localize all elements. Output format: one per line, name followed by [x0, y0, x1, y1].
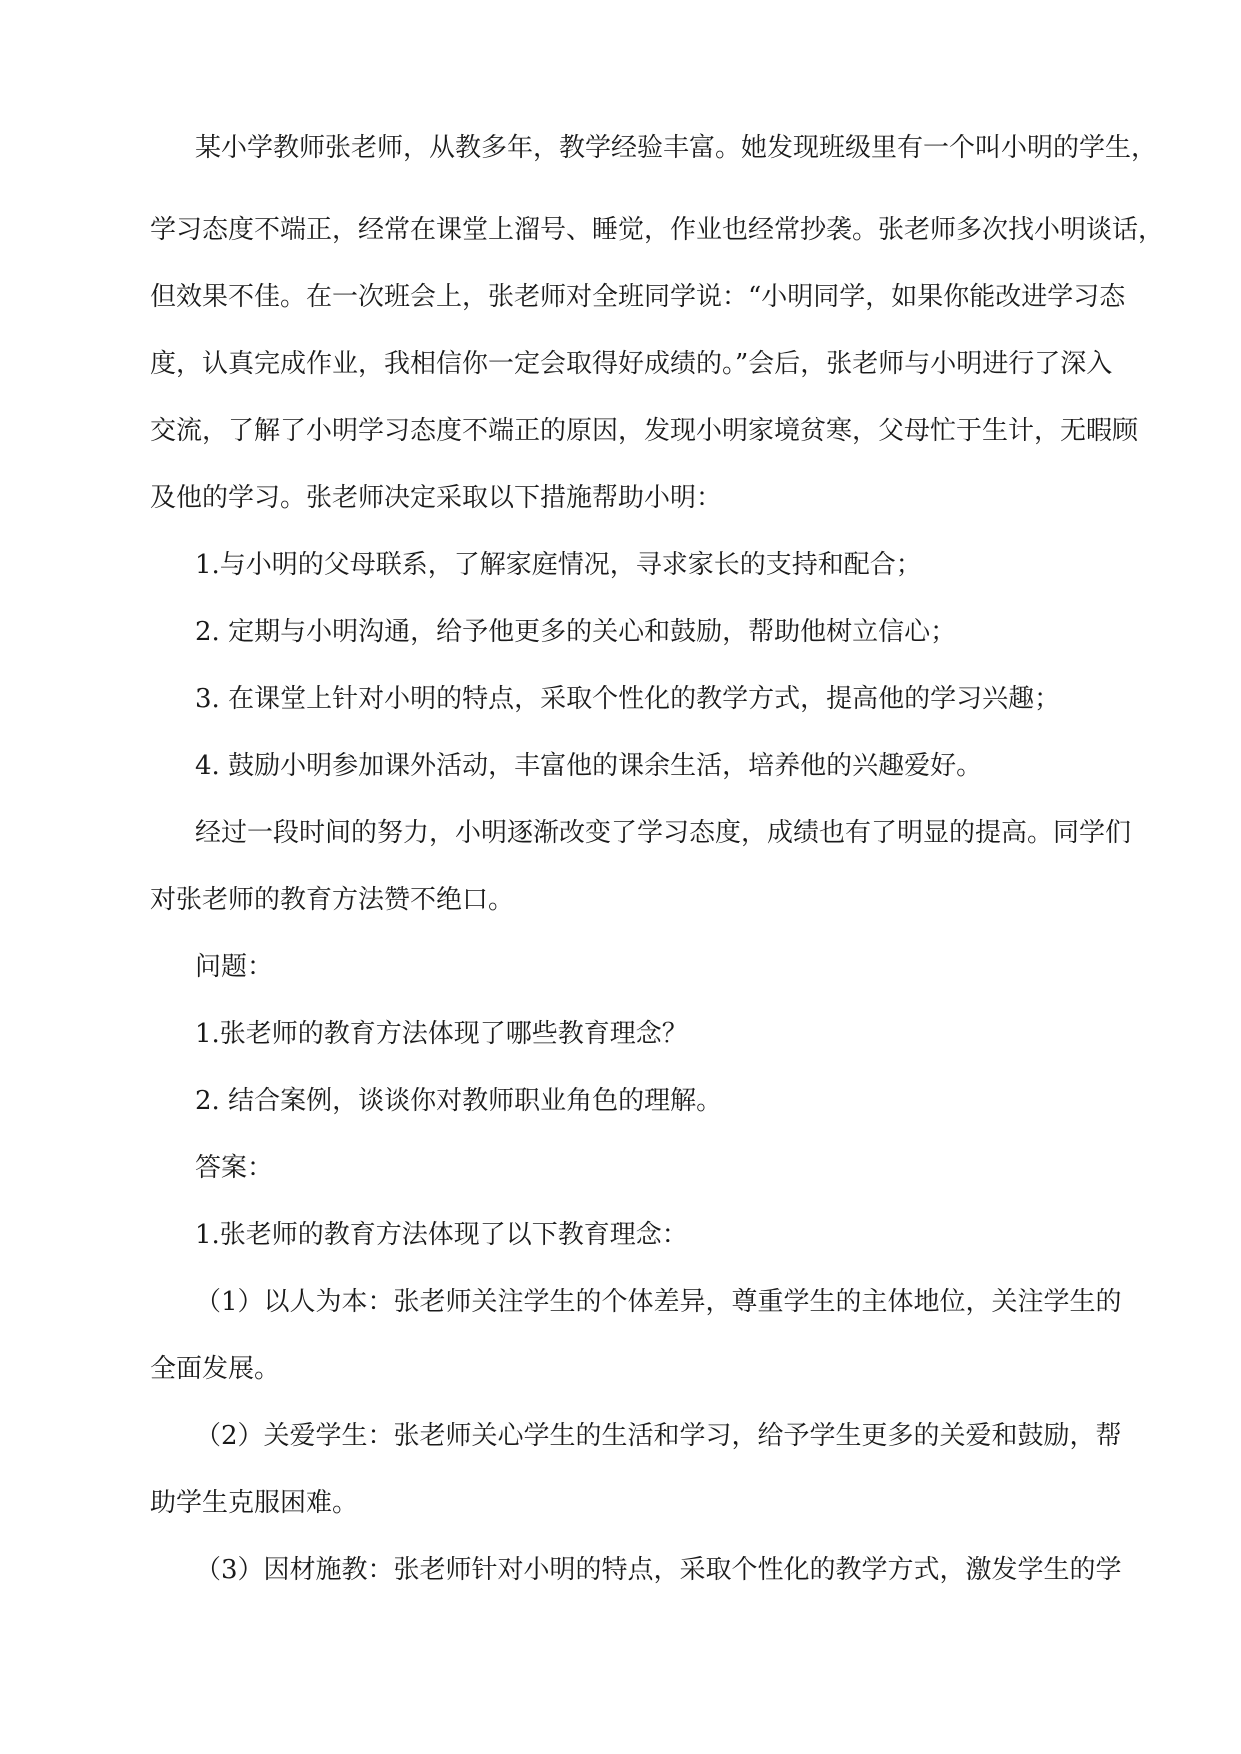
intro-line-4: 度，认真完成作业，我相信你一定会取得好成绩的。”会后，张老师与小明进行了深入 [150, 349, 1113, 379]
questions-heading: 问题： [195, 952, 274, 982]
measure-item-4: 4. 鼓励小明参加课外活动，丰富他的课余生活，培养他的兴趣爱好。 [195, 751, 983, 781]
answer-point-1-line-1: （1）以人为本：张老师关注学生的个体差异，尊重学生的主体地位，关注学生的 [195, 1287, 1122, 1317]
intro-line-2: 学习态度不端正，经常在课堂上溜号、睡觉，作业也经常抄袭。张老师多次找小明谈话， [150, 215, 1165, 245]
intro-line-1: 某小学教师张老师，从教多年，教学经验丰富。她发现班级里有一个叫小明的学生， [195, 133, 1158, 163]
question-2: 2. 结合案例，谈谈你对教师职业角色的理解。 [195, 1086, 723, 1116]
intro-line-5: 交流，了解了小明学习态度不端正的原因，发现小明家境贫寒，父母忙于生计，无暇顾 [150, 416, 1139, 446]
intro-line-3: 但效果不佳。在一次班会上，张老师对全班同学说：“小明同学，如果你能改进学习态 [150, 282, 1126, 312]
measure-item-3: 3. 在课堂上针对小明的特点，采取个性化的教学方式，提高他的学习兴趣； [195, 684, 1061, 714]
answer-point-3-line-1: （3）因材施教：张老师针对小明的特点，采取个性化的教学方式，激发学生的学 [195, 1555, 1122, 1585]
answer-point-1-line-2: 全面发展。 [150, 1354, 281, 1384]
result-line-2: 对张老师的教育方法赞不绝口。 [150, 885, 515, 915]
question-1: 1.张老师的教育方法体现了哪些教育理念？ [195, 1019, 688, 1049]
result-line-1: 经过一段时间的努力，小明逐渐改变了学习态度，成绩也有了明显的提高。同学们 [195, 818, 1132, 848]
answer-1-intro: 1.张老师的教育方法体现了以下教育理念： [195, 1220, 688, 1250]
answers-heading: 答案： [195, 1153, 274, 1183]
measure-item-1: 1.与小明的父母联系，了解家庭情况，寻求家长的支持和配合； [195, 550, 922, 580]
answer-point-2-line-1: （2）关爱学生：张老师关心学生的生活和学习，给予学生更多的关爱和鼓励，帮 [195, 1421, 1122, 1451]
intro-line-6: 及他的学习。张老师决定采取以下措施帮助小明： [150, 483, 723, 513]
measure-item-2: 2. 定期与小明沟通，给予他更多的关心和鼓励，帮助他树立信心； [195, 617, 957, 647]
answer-point-2-line-2: 助学生克服困难。 [150, 1488, 359, 1518]
